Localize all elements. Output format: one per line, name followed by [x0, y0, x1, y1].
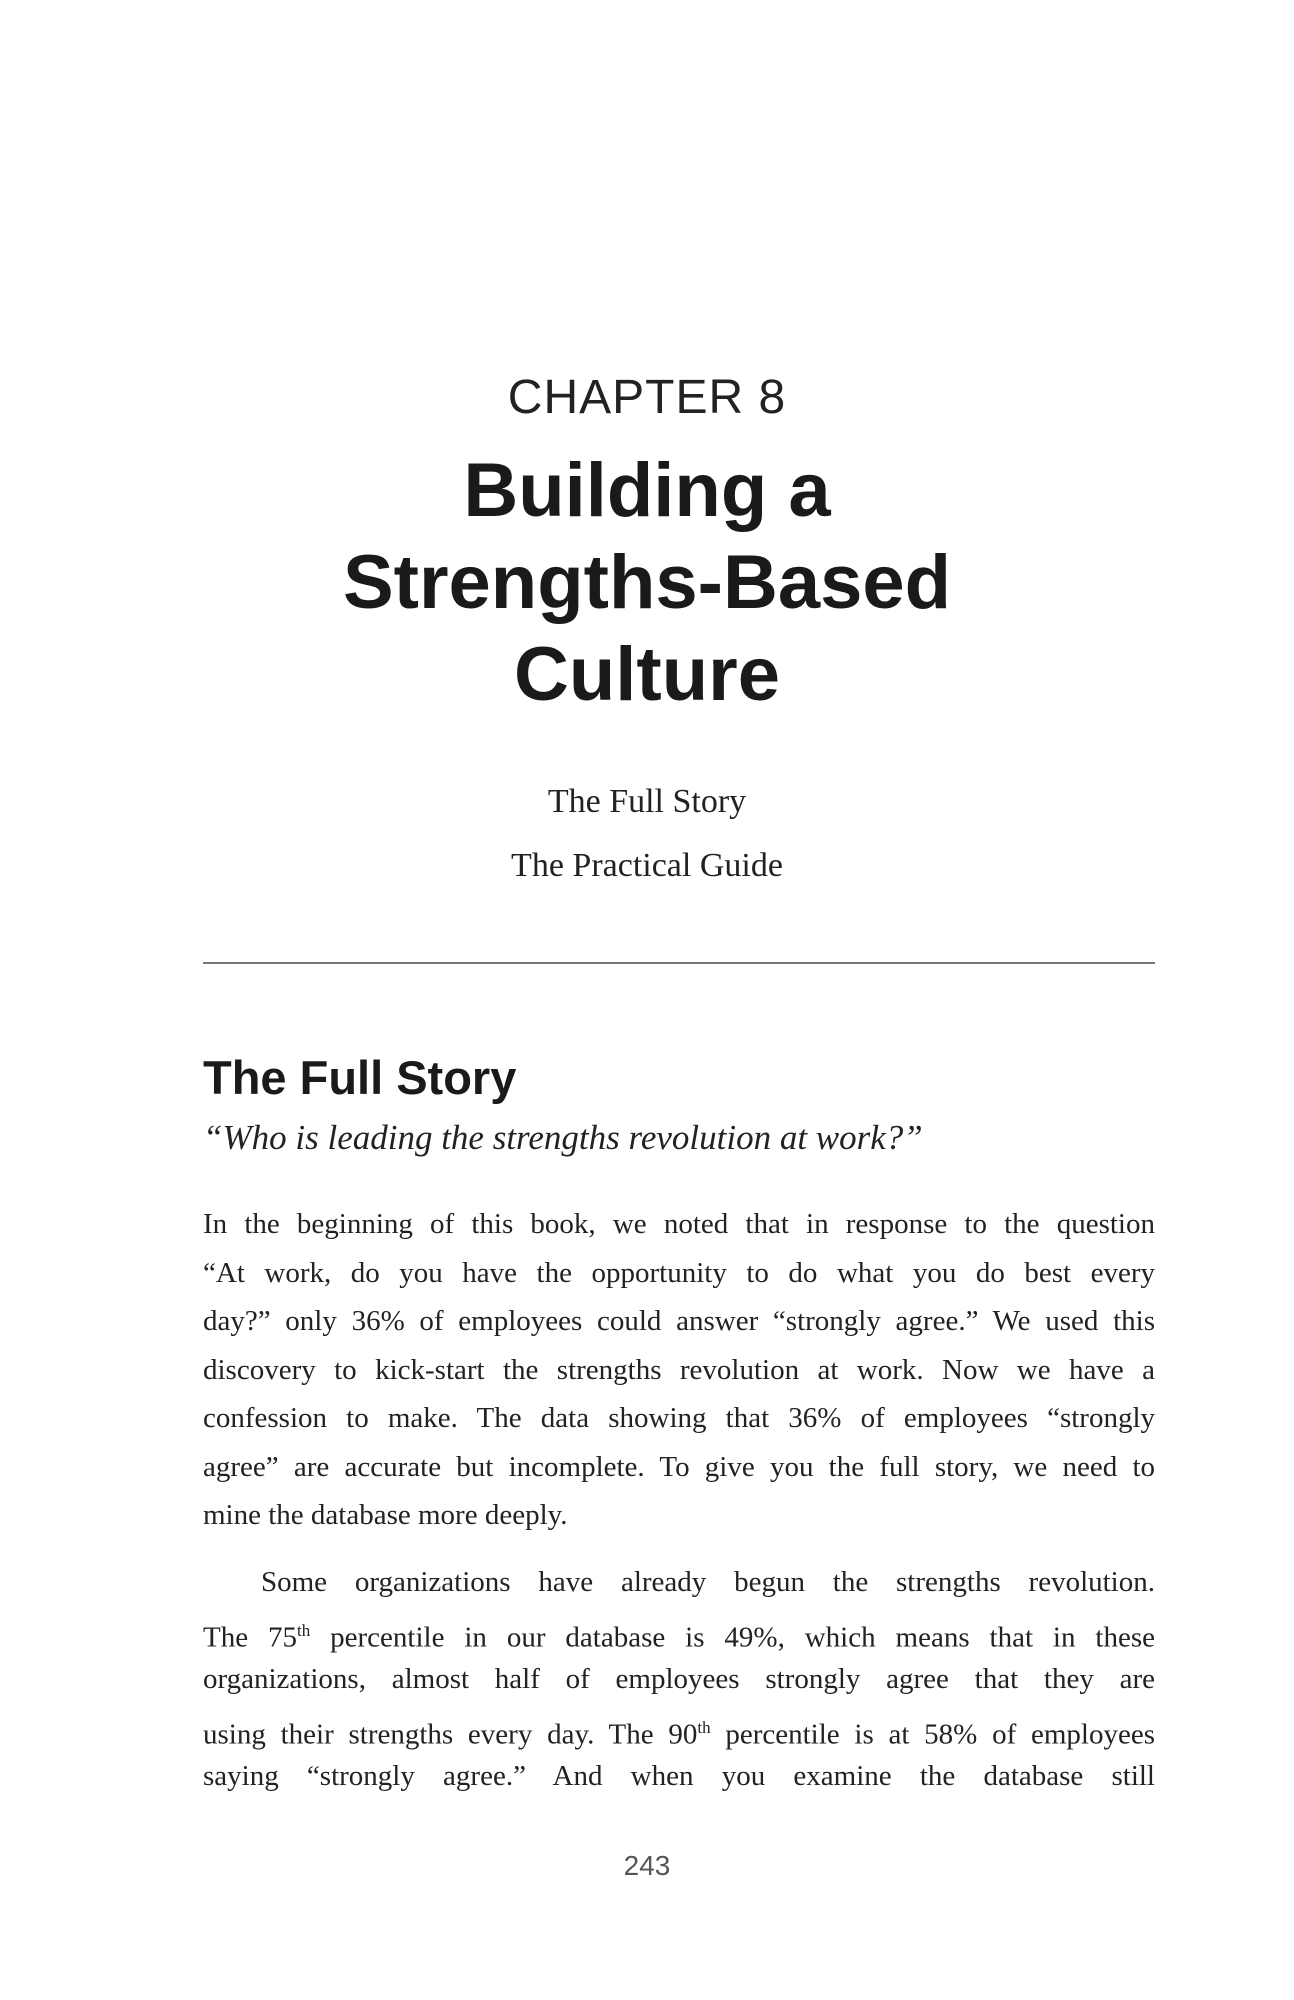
ordinal-suffix: th — [297, 1620, 311, 1640]
toc-item-practical-guide[interactable]: The Practical Guide — [511, 847, 783, 884]
section-divider — [203, 962, 1155, 964]
line-text: using their strengths every day. The 90 — [203, 1718, 698, 1751]
paragraph-line: agree” are accurate but incomplete. To give you the full story, we need to — [203, 1450, 1155, 1483]
paragraph-line: In the beginning of this book, we noted that in response to the question — [203, 1208, 1155, 1240]
chapter-title-line: Building a — [463, 448, 831, 533]
chapter-title-line: Strengths-Based — [342, 540, 952, 625]
section-epigraph: “Who is leading the strengths revolution at work?” — [203, 1118, 923, 1157]
chapter-contents — [0, 770, 1294, 898]
paragraph-line: saying “strongly agree.” And when you examine the database still — [203, 1760, 1155, 1792]
chapter-title-line: Culture — [514, 632, 780, 717]
paragraph-line — [203, 1607, 1155, 1656]
body-paragraph — [203, 1558, 1155, 1801]
paragraph-line: “At work, do you have the opportunity to do what you do best every — [203, 1256, 1155, 1289]
toc-item-full-story[interactable]: The Full Story — [547, 783, 747, 820]
paragraph-line: discovery to kick-start the strengths revolution at work. Now we have a — [203, 1353, 1155, 1386]
paragraph-line: confession to make. The data showing that 36% of employees “strongly — [203, 1402, 1155, 1434]
paragraph-line: organizations, almost half of employees strongly agree that they are — [203, 1663, 1155, 1695]
section-heading: The Full Story — [203, 1051, 517, 1104]
paragraph-line: mine the database more deeply. — [203, 1499, 568, 1531]
chapter-title — [0, 445, 1294, 721]
paragraph-line: Some organizations have already begun the strengths revolution. — [261, 1566, 1155, 1598]
chapter-label: CHAPTER 8 — [507, 371, 787, 424]
line-text: percentile is at 58% of employees — [710, 1718, 1155, 1751]
paragraph-line: day?” only 36% of employees could answer “strongly agree.” We used this — [203, 1305, 1155, 1337]
paragraph-line — [203, 1704, 1155, 1753]
line-text: The 75 — [203, 1621, 297, 1654]
body-paragraph — [203, 1200, 1155, 1540]
ordinal-suffix: th — [697, 1717, 711, 1737]
page-number: 243 — [623, 1850, 671, 1881]
line-text: percentile in our database is 49%, which means that in these — [310, 1621, 1155, 1654]
